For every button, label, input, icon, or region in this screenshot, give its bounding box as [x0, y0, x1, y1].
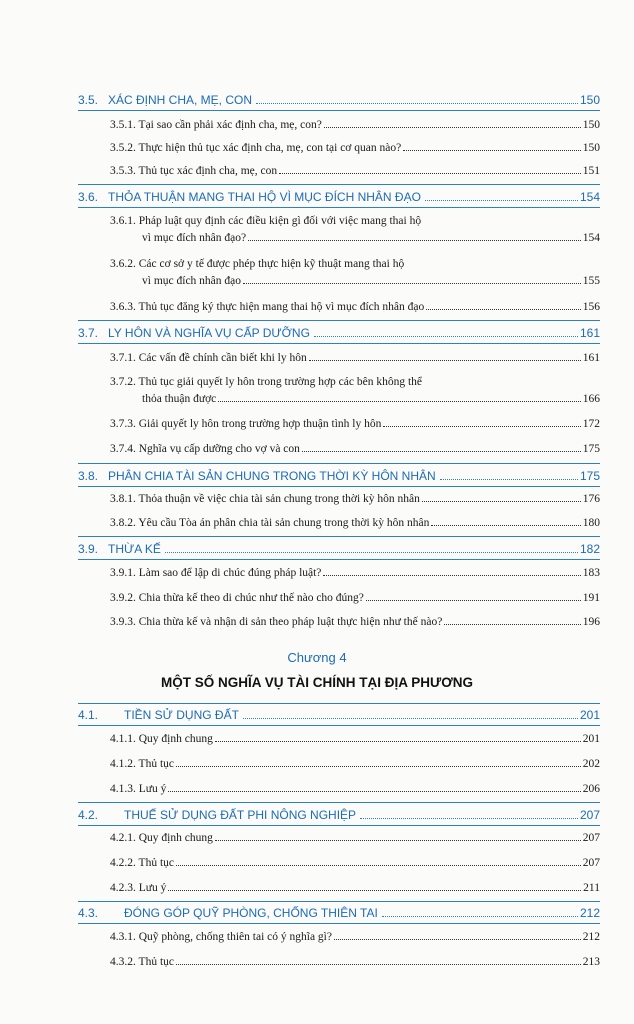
- toc-entry[interactable]: [110, 163, 600, 180]
- dot-leader: [168, 881, 581, 891]
- toc-entry[interactable]: [110, 614, 600, 631]
- dot-leader: [215, 732, 581, 742]
- toc-entry[interactable]: [110, 515, 600, 532]
- dot-leader: [165, 544, 578, 553]
- entry-title: 3.6.2. Các cơ sở y tế được phép thực hiện kỹ thuật mang thai hộ: [110, 258, 405, 270]
- dot-leader: [243, 710, 578, 719]
- toc-entry[interactable]: [110, 213, 600, 247]
- entry-title: 3.7.2. Thủ tục giải quyết ly hôn trong trường hợp các bên không thể: [110, 376, 423, 388]
- dot-leader: [309, 351, 581, 361]
- toc-section[interactable]: [78, 903, 600, 924]
- chapter-label: Chương 4: [287, 650, 347, 665]
- entry-title: 4.1.2. Thủ tục: [110, 758, 174, 770]
- entry-title: 3.7.4. Nghĩa vụ cấp dưỡng cho vợ và con: [110, 443, 300, 455]
- entry-page: 176: [582, 493, 600, 505]
- dot-leader: [168, 782, 580, 792]
- toc-entry[interactable]: [110, 140, 600, 157]
- entry-title-cont: vì mục đích nhân đạo: [142, 275, 242, 287]
- section-page: 150: [579, 93, 600, 107]
- entry-page: 150: [582, 119, 600, 131]
- section-page: 175: [579, 469, 600, 483]
- toc-entry[interactable]: [110, 731, 600, 748]
- section-number: 4.3.: [78, 906, 99, 920]
- dot-leader: [279, 164, 581, 174]
- dot-leader: [426, 300, 581, 310]
- toc-entry[interactable]: [110, 590, 600, 607]
- entry-title: 4.2.3. Lưu ý: [110, 882, 167, 894]
- dot-leader: [422, 492, 581, 502]
- toc-entry[interactable]: [110, 350, 600, 367]
- toc-entry[interactable]: [110, 880, 600, 897]
- entry-title: 3.9.2. Chia thừa kế theo di chúc như thế nào cho đúng?: [110, 592, 364, 604]
- dot-leader: [324, 118, 581, 128]
- entry-title: 3.7.1. Các vấn đề chính cần biết khi ly hôn: [110, 352, 307, 364]
- dot-leader: [314, 328, 578, 337]
- entry-page: 207: [582, 832, 600, 844]
- section-title: LY HÔN VÀ NGHĨA VỤ CẤP DƯỠNG: [108, 326, 310, 340]
- dot-leader: [323, 566, 580, 576]
- entry-title: 3.6.3. Thủ tục đăng ký thực hiện mang thai hộ vì mục đích nhân đạo: [110, 301, 425, 313]
- section-number: 3.7.: [78, 326, 99, 340]
- toc-section[interactable]: [78, 323, 600, 344]
- section-page: 154: [579, 190, 600, 204]
- divider: [78, 703, 600, 704]
- dot-leader: [218, 392, 580, 402]
- divider: [78, 463, 600, 464]
- toc-section[interactable]: [78, 805, 600, 826]
- entry-page: 151: [582, 165, 600, 177]
- dot-leader: [382, 908, 578, 917]
- entry-page: 150: [582, 142, 600, 154]
- dot-leader: [215, 831, 581, 841]
- section-title: XÁC ĐỊNH CHA, MẸ, CON: [108, 93, 253, 107]
- section-page: 182: [579, 542, 600, 556]
- toc-entry[interactable]: [110, 299, 600, 316]
- section-number: 3.8.: [78, 469, 99, 483]
- section-page: 212: [579, 906, 600, 920]
- entry-title: 4.1.3. Lưu ý: [110, 783, 167, 795]
- dot-leader: [403, 141, 581, 151]
- entry-page: 155: [582, 275, 600, 287]
- entry-page: 211: [583, 882, 600, 894]
- dot-leader: [302, 442, 581, 452]
- entry-page: 172: [582, 418, 600, 430]
- entry-title: 3.6.1. Pháp luật quy định các điều kiện gì đối với việc mang thai hộ: [110, 215, 422, 227]
- entry-page: 207: [582, 857, 600, 869]
- toc-entry[interactable]: [110, 374, 600, 408]
- toc-entry[interactable]: [110, 441, 600, 458]
- section-number: 3.5.: [78, 93, 99, 107]
- entry-page: 201: [582, 733, 600, 745]
- toc-section[interactable]: [78, 187, 600, 208]
- dot-leader: [176, 856, 581, 866]
- section-title: THỪA KẾ: [108, 542, 161, 556]
- section-number: 3.6.: [78, 190, 99, 204]
- toc-section[interactable]: [78, 90, 600, 111]
- dot-leader: [243, 274, 581, 284]
- section-number: 3.9.: [78, 542, 99, 556]
- entry-title: 3.8.1. Thỏa thuận về việc chia tài sản chung trong thời kỳ hôn nhân: [110, 493, 420, 505]
- dot-leader: [256, 95, 578, 104]
- dot-leader: [425, 192, 578, 201]
- toc-entry[interactable]: [110, 756, 600, 773]
- entry-page: 196: [582, 616, 600, 628]
- toc-section[interactable]: [78, 539, 600, 560]
- entry-title: 4.3.2. Thủ tục: [110, 956, 174, 968]
- section-title: PHÂN CHIA TÀI SẢN CHUNG TRONG THỜI KỲ HÔN NHÂN: [108, 469, 436, 483]
- toc-entry[interactable]: [110, 416, 600, 433]
- divider: [78, 320, 600, 321]
- toc-section[interactable]: [78, 705, 600, 726]
- entry-page: 212: [582, 931, 600, 943]
- section-title: TIỀN SỬ DỤNG ĐẤT: [124, 708, 239, 722]
- entry-title: 3.5.2. Thực hiện thủ tục xác định cha, mẹ, con tại cơ quan nào?: [110, 142, 402, 154]
- dot-leader: [366, 591, 581, 601]
- section-number: 4.2.: [78, 808, 99, 822]
- entry-title: 3.5.1. Tại sao cần phải xác định cha, mẹ, con?: [110, 119, 322, 131]
- entry-title: 3.9.1. Làm sao để lập di chúc đúng pháp luật?: [110, 567, 322, 579]
- entry-page: 213: [582, 956, 600, 968]
- entry-page: 202: [582, 758, 600, 770]
- section-title: THỎA THUẬN MANG THAI HỘ VÌ MỤC ĐÍCH NHÂN ĐẠO: [108, 190, 421, 204]
- toc-entry[interactable]: [110, 954, 600, 971]
- section-page: 201: [579, 708, 600, 722]
- section-title: THUẾ SỬ DỤNG ĐẤT PHI NÔNG NGHIỆP: [124, 808, 357, 822]
- dot-leader: [440, 471, 578, 480]
- divider: [78, 184, 600, 185]
- divider: [78, 536, 600, 537]
- entry-page: 154: [582, 232, 600, 244]
- dot-leader: [444, 615, 580, 625]
- entry-title: 3.7.3. Giải quyết ly hôn trong trường hợp thuận tình ly hôn: [110, 418, 382, 430]
- toc-entry[interactable]: [110, 565, 600, 582]
- entry-title: 4.2.1. Quy định chung: [110, 832, 213, 844]
- dot-leader: [176, 757, 581, 767]
- toc-entry[interactable]: [110, 781, 600, 798]
- section-title: ĐÓNG GÓP QUỸ PHÒNG, CHỐNG THIÊN TAI: [124, 906, 378, 920]
- toc-entry[interactable]: [110, 256, 600, 290]
- section-page: 161: [579, 326, 600, 340]
- dot-leader: [431, 516, 580, 526]
- toc-entry[interactable]: [110, 929, 600, 946]
- entry-page: 156: [582, 301, 600, 313]
- entry-page: 180: [582, 517, 600, 529]
- toc-entry[interactable]: [110, 830, 600, 847]
- entry-page: 183: [582, 567, 600, 579]
- entry-title-cont: vì mục đích nhân đạo?: [142, 232, 247, 244]
- entry-page: 191: [582, 592, 600, 604]
- entry-title-cont: thỏa thuận được: [142, 393, 217, 405]
- section-page: 207: [579, 808, 600, 822]
- entry-page: 161: [582, 352, 600, 364]
- section-number: 4.1.: [78, 708, 99, 722]
- toc-entry[interactable]: [110, 855, 600, 872]
- entry-title: 3.5.3. Thủ tục xác định cha, mẹ, con: [110, 165, 278, 177]
- dot-leader: [176, 955, 581, 965]
- entry-title: 4.1.1. Quy định chung: [110, 733, 213, 745]
- entry-title: 3.8.2. Yêu cầu Tòa án phân chia tài sản chung trong thời kỳ hôn nhân: [110, 517, 430, 529]
- divider: [78, 802, 600, 803]
- toc-entry[interactable]: [110, 117, 600, 134]
- entry-page: 175: [582, 443, 600, 455]
- toc-entry[interactable]: [110, 491, 600, 508]
- entry-title: 4.2.2. Thủ tục: [110, 857, 174, 869]
- entry-title: 3.9.3. Chia thừa kế và nhận di sản theo pháp luật thực hiện như thế nào?: [110, 616, 443, 628]
- entry-page: 166: [582, 393, 600, 405]
- chapter-title: MỘT SỐ NGHĨA VỤ TÀI CHÍNH TẠI ĐỊA PHƯƠNG: [161, 675, 473, 690]
- dot-leader: [383, 417, 580, 427]
- toc-section[interactable]: [78, 466, 600, 487]
- dot-leader: [334, 930, 581, 940]
- entry-title: 4.3.1. Quỹ phòng, chống thiên tai có ý nghĩa gì?: [110, 931, 332, 943]
- divider: [78, 901, 600, 902]
- dot-leader: [360, 810, 578, 819]
- entry-page: 206: [582, 783, 600, 795]
- dot-leader: [248, 231, 581, 241]
